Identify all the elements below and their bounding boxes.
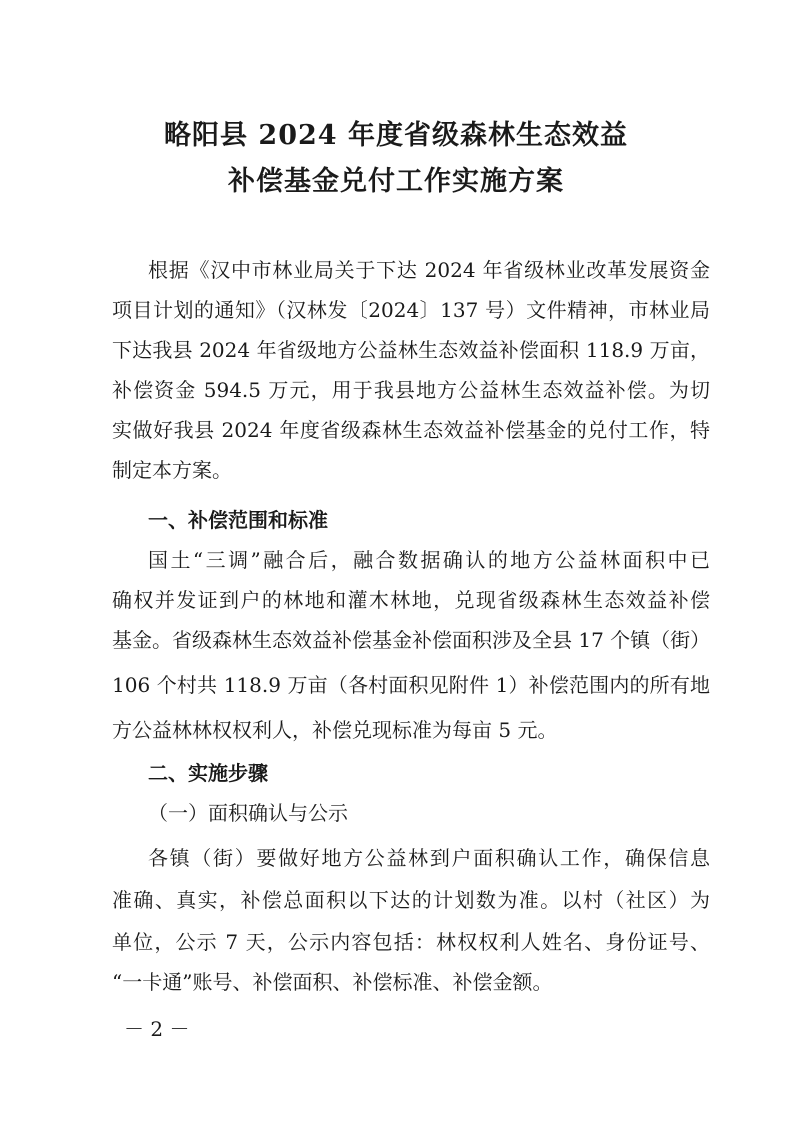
section-heading-1: 一、补偿范围和标准 xyxy=(148,508,328,532)
paragraph-line: 方公益林林权权利人，补偿兑现标准为每亩 5 元。 xyxy=(112,718,558,742)
paragraph-line: “一卡通”账号、补偿面积、补偿标准、补偿金额。 xyxy=(112,970,553,994)
paragraph-line: 基金。省级森林生态效益补偿基金补偿面积涉及全县 17 个镇（街） xyxy=(112,628,711,652)
paragraph-line: 国土“三调”融合后，融合数据确认的地方公益林面积中已 xyxy=(148,548,710,572)
paragraph-line: 根据《汉中市林业局关于下达 2024 年省级林业改革发展资金 xyxy=(148,258,710,282)
paragraph-line: 准确、真实，补偿总面积以下达的计划数为准。以村（社区）为 xyxy=(112,888,710,912)
paragraph-line: 实做好我县 2024 年度省级森林生态效益补偿基金的兑付工作，特 xyxy=(112,418,710,442)
paragraph-line: 下达我县 2024 年省级地方公益林生态效益补偿面积 118.9 万亩， xyxy=(112,338,710,362)
paragraph-line: 制定本方案。 xyxy=(112,458,232,482)
page-number: － 2 － xyxy=(124,1017,190,1041)
paragraph-line: 单位，公示 7 天，公示内容包括：林权权利人姓名、身份证号、 xyxy=(112,930,710,954)
paragraph-line: 确权并发证到户的林地和灌木林地，兑现省级森林生态效益补偿 xyxy=(112,588,710,612)
subsection-heading: （一）面积确认与公示 xyxy=(148,801,348,825)
document-title-line-2: 补偿基金兑付工作实施方案 xyxy=(228,166,564,197)
paragraph-line: 106 个村共 118.9 万亩（各村面积见附件 1）补偿范围内的所有地 xyxy=(112,673,710,697)
paragraph-line: 各镇（街）要做好地方公益林到户面积确认工作，确保信息 xyxy=(148,846,710,870)
paragraph-line: 补偿资金 594.5 万元，用于我县地方公益林生态效益补偿。为切 xyxy=(112,378,710,402)
document-title-line-1: 略阳县 2024 年度省级森林生态效益 xyxy=(164,120,628,151)
paragraph-line: 项目计划的通知》（汉林发〔2024〕137 号）文件精神，市林业局 xyxy=(112,298,710,322)
section-heading-2: 二、实施步骤 xyxy=(148,761,268,785)
